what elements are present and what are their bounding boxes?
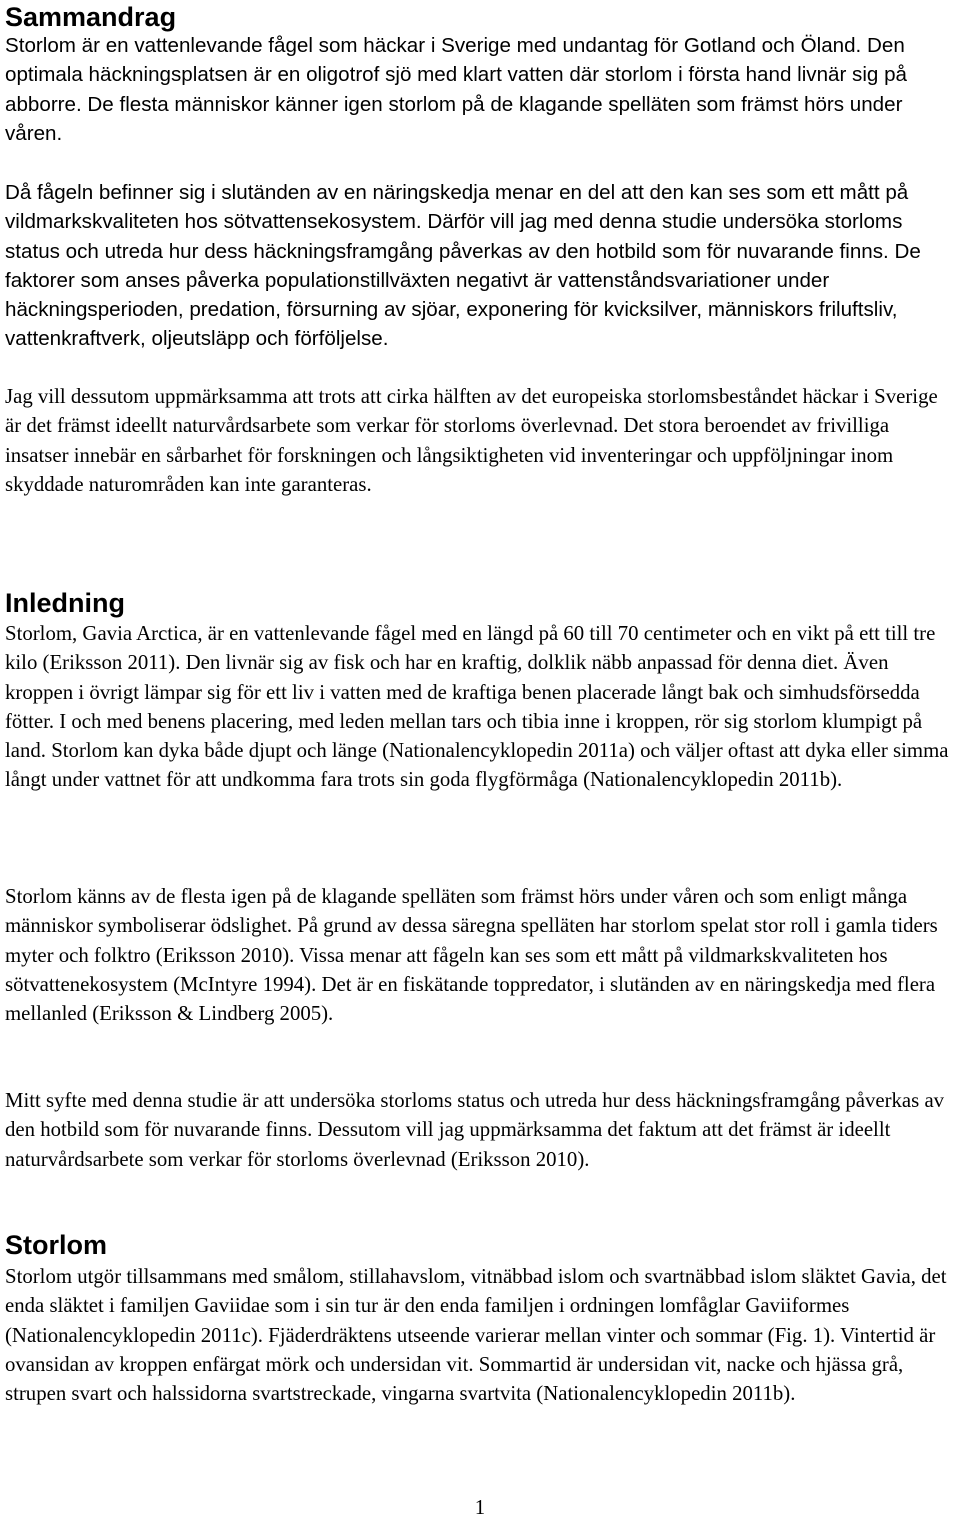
paragraph: Jag vill dessutom uppmärksamma att trots att cirka hälften av det europeiska storlomsbeståndet häckar i Sverige är det främst ideellt naturvårdsarbete som verkar för storloms överlevnad. Det stora beroendet av frivilliga insatser innebär en sårbarhet för forskningen och långsiktigheten vid inventeringar och uppföljningar inom skyddade naturområden kan inte garanteras. xyxy=(5,385,938,496)
paragraph: Mitt syfte med denna studie är att undersöka storloms status och utreda hur dess häckningsframgång påverkas av den hotbild som för nuvarande finns. Dessutom vill jag uppmärksamma det faktum att det främst är ideellt naturvårdsarbete som verkar för storloms överlevnad (Eriksson 2010). xyxy=(5,1089,945,1171)
heading-inledning: Inledning xyxy=(5,588,125,618)
paragraph: Storlom utgör tillsammans med smålom, stillahavslom, vitnäbbad islom och svartnäbbad islom släktet Gavia, det enda släktet i familjen Gaviidae som i sin tur är den enda familjen i ordningen lomfåglar Gaviiformes (Nationalencyklopedin 2011c). Fjäderdräktens utseende varierar mellan vinter och sommar (Fig. 1). Vintertid är ovansidan av kroppen enfärgat mörk och undersidan vit. Sommartid är undersidan vit, nacke och hjässa grå, strupen svart och halssidorna svartstreckade, vingarna svartvita (Nationalencyklopedin 2011b). xyxy=(5,1265,947,1406)
heading-storlom: Storlom xyxy=(5,1230,108,1260)
paragraph: Då fågeln befinner sig i slutänden av en näringskedja menar en del att den kan ses som ett mått på vildmarkskvaliteten hos sötvattensekosystem. Därför vill jag med denna studie undersöka storloms status och utreda hur dess häckningsframgång påverkas av den hotbild som för nuvarande finns. De faktorer som anses påverka populationstillväxten negativt är vattenståndsvariationer under häckningsperioden, predation, försurning av sjöar, exponering för kvicksilver, människors friluftsliv, vattenkraftverk, oljeutsläpp och förföljelse. xyxy=(5,181,921,351)
paragraph: Storlom känns av de flesta igen på de klagande spelläten som främst hörs under våren och som enligt många människor symboliserar ödslighet. På grund av dessa säregna spelläten har storlom spelat stor roll i gamla tiders myter och folktro (Eriksson 2010). Vissa menar att fågeln kan ses som ett mått på vildmarkskvaliteten hos sötvattenekosystem (McIntyre 1994). Det är en fiskätande toppredator, i slutänden av en näringskedja med flera mellanled (Eriksson & Lindberg 2005). xyxy=(5,885,938,1026)
paragraph: Storlom är en vattenlevande fågel som häckar i Sverige med undantag för Gotland och Öland. Den optimala häckningsplatsen är en oligotrof sjö med klart vatten där storlom i första hand livnär sig på abborre. De flesta människor känner igen storlom på de klagande spelläten som främst hörs under våren. xyxy=(5,34,908,145)
heading-sammandrag: Sammandrag xyxy=(5,2,177,32)
page-number: 1 xyxy=(474,1496,486,1519)
paragraph: Storlom, Gavia Arctica, är en vattenlevande fågel med en längd på 60 till 70 centimeter och en vikt på ett till tre kilo (Eriksson 2011). Den livnär sig av fisk och har en kraftig, dolklik näbb anpassad för denna diet. Även kroppen i övrigt lämpar sig för ett liv i vatten med de kraftiga benen placerade långt bak och simhudsförsedda fötter. I och med benens placering, med leden mellan tars och tibia inne i kroppen, rör sig storlom klumpigt på land. Storlom kan dyka både djupt och länge (Nationalencyklopedin 2011a) och väljer oftast att dyka eller simma långt under vattnet för att undkomma fara trots sin goda flygförmåga (Nationalencyklopedin 2011b). xyxy=(5,622,949,792)
